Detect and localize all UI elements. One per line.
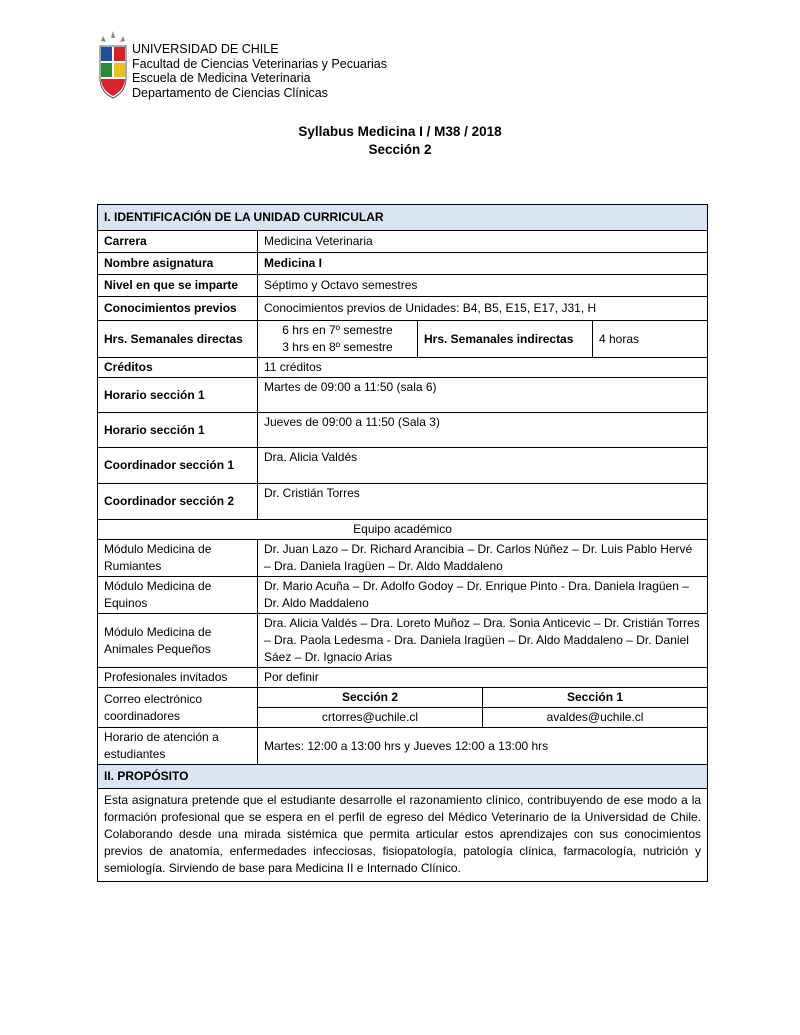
- correo-col2-value: avaldes@uchile.cl: [483, 708, 708, 728]
- horario-2-value: Jueves de 09:00 a 11:50 (Sala 3): [258, 413, 708, 448]
- syllabus-table: [97, 204, 708, 882]
- modulo-rumiantes-value: Dr. Juan Lazo – Dr. Richard Arancibia – Dr. Carlos Núñez – Dr. Luis Pablo Hervé – Dra. Daniela Iragüen – Dr. Aldo Maddaleno: [258, 540, 708, 577]
- hrs-directas-label: Hrs. Semanales directas: [98, 321, 258, 358]
- hrs-indirectas-value: 4 horas: [593, 321, 708, 358]
- page-subtitle: Sección 2: [368, 142, 432, 157]
- modulo-pequenos-label: Módulo Medicina de Animales Pequeños: [98, 614, 258, 668]
- coordinador-1-value: Dra. Alicia Valdés: [258, 448, 708, 484]
- coordinador-2-value: Dr. Cristián Torres: [258, 484, 708, 520]
- university-logo-icon: [97, 30, 129, 100]
- nombre-label: Nombre asignatura: [98, 253, 258, 275]
- creditos-value: 11 créditos: [258, 358, 708, 378]
- atencion-value: Martes: 12:00 a 13:00 hrs y Jueves 12:00 a 13:00 hrs: [258, 728, 708, 765]
- modulo-equinos-label: Módulo Medicina de Equinos: [98, 577, 258, 614]
- correo-col1-value: crtorres@uchile.cl: [258, 708, 483, 728]
- modulo-equinos-value: Dr. Mario Acuña – Dr. Adolfo Godoy – Dr. Enrique Pinto - Dra. Daniela Iragüen – Dr. Aldo Maddaleno: [258, 577, 708, 614]
- institution-line-2: Facultad de Ciencias Veterinarias y Pecuarias: [132, 56, 387, 71]
- creditos-label: Créditos: [98, 358, 258, 378]
- equipo-academico-heading: Equipo académico: [98, 520, 708, 540]
- proposito-text: Esta asignatura pretende que el estudiante desarrolle el razonamiento clínico, contribuyendo de ese modo a la formación profesional que se espera en el perfil de egreso del Médico Veterinario de la Universidad de Chile. Colaborando desde una mirada sistémica que permita articular estos aprendizajes con sus conocimientos previos de anatomía, enfermedades infecciosas, fisiopatología, patología clínica, farmacología, nutrición y semiología. Sirviendo de base para Medicina II e Internado Clínico.: [98, 789, 708, 882]
- section-1-heading: I. IDENTIFICACIÓN DE LA UNIDAD CURRICULAR: [98, 205, 708, 231]
- hrs-directas-value: [258, 321, 418, 358]
- institution-line-3: Escuela de Medicina Veterinaria: [132, 71, 311, 86]
- institution-line-1: UNIVERSIDAD DE CHILE: [132, 42, 279, 56]
- modulo-rumiantes-label: Módulo Medicina de Rumiantes: [98, 540, 258, 577]
- modulo-pequenos-value: Dra. Alicia Valdés – Dra. Loreto Muñoz – Dra. Sonia Anticevic – Dr. Cristián Torres – Dra. Paola Ledesma - Dra. Daniela Iragüen – Dr. Aldo Maddaleno – Dr. Daniel Sáez – Dr. Ignacio Arias: [258, 614, 708, 668]
- page-title: Syllabus Medicina I / M38 / 2018: [298, 124, 502, 139]
- institution-line-4: Departamento de Ciencias Clínicas: [132, 86, 328, 101]
- invitados-value: Por definir: [258, 668, 708, 688]
- nombre-value: Medicina I: [258, 253, 708, 275]
- correo-col1-header: Sección 2: [258, 688, 483, 708]
- correo-col2-header: Sección 1: [483, 688, 708, 708]
- section-2-heading: II. PROPÓSITO: [98, 765, 708, 789]
- hrs-indirectas-label: Hrs. Semanales indirectas: [418, 321, 593, 358]
- atencion-label: Horario de atención a estudiantes: [98, 728, 258, 765]
- invitados-label: Profesionales invitados: [98, 668, 258, 688]
- conocimientos-value: Conocimientos previos de Unidades: B4, B5, E15, E17, J31, H: [258, 297, 708, 321]
- coordinador-1-label: Coordinador sección 1: [98, 448, 258, 484]
- nivel-label: Nivel en que se imparte: [98, 275, 258, 297]
- nivel-value: Séptimo y Octavo semestres: [258, 275, 708, 297]
- carrera-label: Carrera: [98, 231, 258, 253]
- horario-1-value: Martes de 09:00 a 11:50 (sala 6): [258, 378, 708, 413]
- horario-2-label: Horario sección 1: [98, 413, 258, 448]
- carrera-value: Medicina Veterinaria: [258, 231, 708, 253]
- horario-1-label: Horario sección 1: [98, 378, 258, 413]
- conocimientos-label: Conocimientos previos: [98, 297, 258, 321]
- institution-block: [132, 42, 387, 101]
- hrs-directas-line-1: 6 hrs en 7º semestre: [282, 323, 393, 337]
- correo-label: Correo electrónico coordinadores: [98, 688, 258, 728]
- hrs-directas-line-2: 3 hrs en 8º semestre: [282, 340, 393, 354]
- coordinador-2-label: Coordinador sección 2: [98, 484, 258, 520]
